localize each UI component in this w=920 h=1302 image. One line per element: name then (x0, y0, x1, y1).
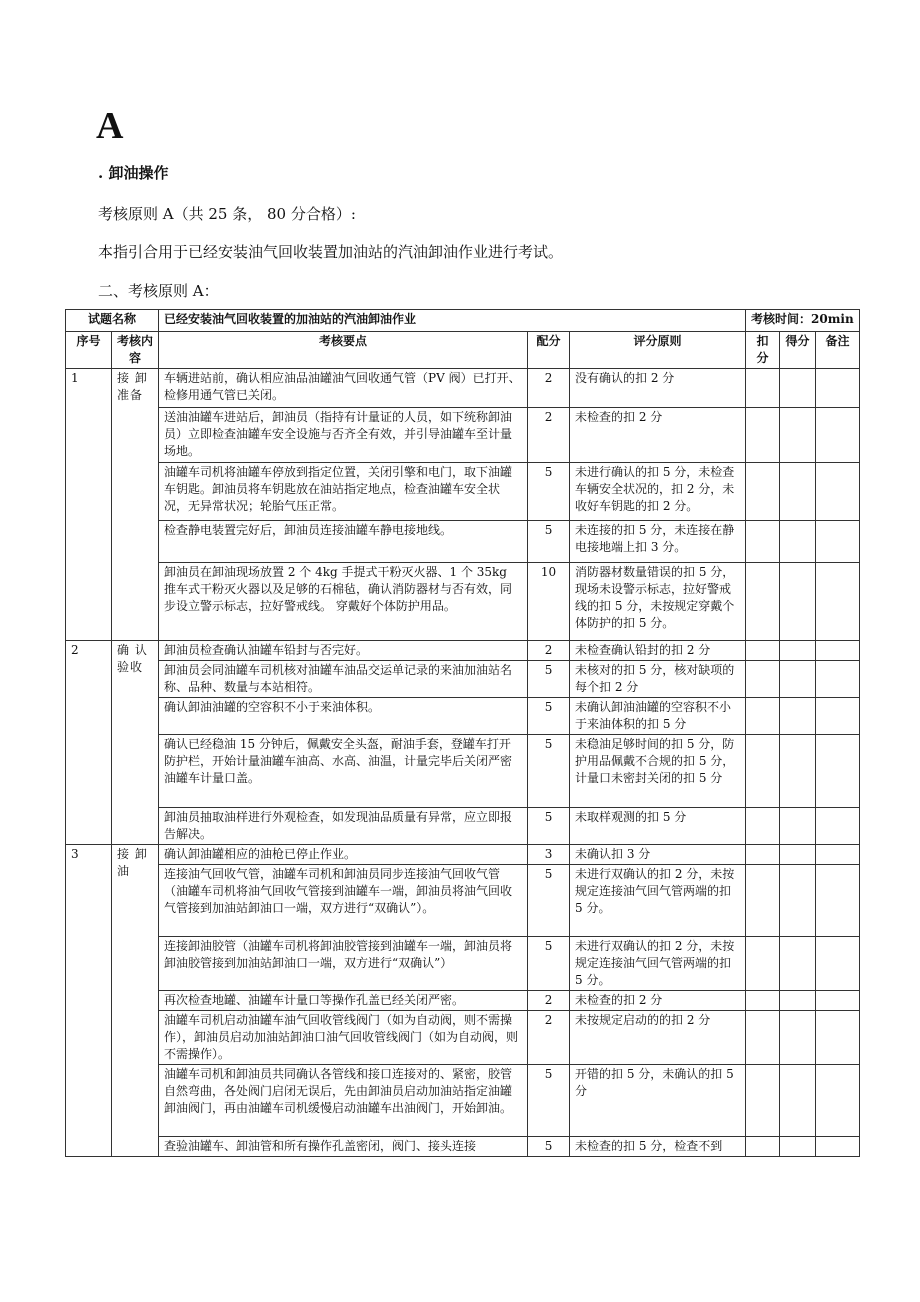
deduct-cell[interactable] (746, 1011, 780, 1065)
time-label: 考核时间：20min (746, 310, 860, 332)
got-cell[interactable] (780, 641, 816, 661)
remark-cell[interactable] (816, 641, 860, 661)
remark-cell[interactable] (816, 661, 860, 698)
got-cell[interactable] (780, 865, 816, 937)
criteria-cell: 未按规定启动的的扣 2 分 (570, 1011, 746, 1065)
criteria-cell: 未检查的扣 5 分，检查不到 (570, 1137, 746, 1157)
remark-cell[interactable] (816, 521, 860, 563)
criteria-cell: 未稳油足够时间的扣 5 分，防护用品佩戴不合规的扣 5 分，计量口未密封关闭的扣 5 分 (570, 735, 746, 808)
header-no: 序号 (66, 332, 112, 369)
remark-cell[interactable] (816, 865, 860, 937)
assessment-point: 查验油罐车、卸油管和所有操作孔盖密闭，阀门、接头连接 (159, 1137, 528, 1157)
criteria-cell: 没有确认的扣 2 分 (570, 369, 746, 408)
row-number: 1 (66, 369, 112, 641)
assessment-point: 送油油罐车进站后，卸油员（指持有计量证的人员，如下统称卸油员）立即检查油罐车安全设施与否齐全有效，并引导油罐车至计量场地。 (159, 408, 528, 463)
row-number: 2 (66, 641, 112, 845)
remark-cell[interactable] (816, 845, 860, 865)
score-cell: 3 (528, 845, 570, 865)
got-cell[interactable] (780, 563, 816, 641)
remark-cell[interactable] (816, 1065, 860, 1137)
assessment-point: 油罐车司机启动油罐车油气回收管线阀门（如为自动阀，则不需操作），卸油员启动加油站卸油口油气回收管线阀门（如为自动阀，则不需操作）。 (159, 1011, 528, 1065)
got-cell[interactable] (780, 369, 816, 408)
criteria-cell: 未进行双确认的扣 2 分，未按规定连接油气回气管两端的扣 5 分。 (570, 937, 746, 991)
got-cell[interactable] (780, 463, 816, 521)
score-cell: 5 (528, 735, 570, 808)
criteria-cell: 未确认扣 3 分 (570, 845, 746, 865)
criteria-cell: 未检查的扣 2 分 (570, 408, 746, 463)
table-row (66, 369, 860, 408)
criteria-cell: 未连接的扣 5 分，未连接在静电接地端上扣 3 分。 (570, 521, 746, 563)
row-content: 确 认 验收 (112, 641, 159, 845)
criteria-cell: 开错的扣 5 分，未确认的扣 5 分 (570, 1065, 746, 1137)
row-number: 3 (66, 845, 112, 1157)
table-row (66, 661, 860, 698)
got-cell[interactable] (780, 1011, 816, 1065)
deduct-cell[interactable] (746, 845, 780, 865)
criteria-cell: 未取样观测的扣 5 分 (570, 808, 746, 845)
score-cell: 5 (528, 808, 570, 845)
table-row (66, 991, 860, 1011)
table-row (66, 1137, 860, 1157)
table-row (66, 521, 860, 563)
score-cell: 5 (528, 1065, 570, 1137)
scope-text: 本指引合用于已经安装油气回收装置加油站的汽油卸油作业进行考试。 (98, 243, 564, 261)
deduct-cell[interactable] (746, 865, 780, 937)
got-cell[interactable] (780, 1065, 816, 1137)
score-cell: 5 (528, 1137, 570, 1157)
score-cell: 5 (528, 661, 570, 698)
deduct-cell[interactable] (746, 991, 780, 1011)
assessment-point: 确认已经稳油 15 分钟后，佩戴安全头盔，耐油手套，登罐车打开防护栏，开始计量油罐车油高、水高、油温，计量完毕后关闭严密油罐车计量口盖。 (159, 735, 528, 808)
big-letter-heading: A (96, 105, 124, 147)
score-cell: 2 (528, 369, 570, 408)
assessment-point: 确认卸油油罐的空容积不小于来油体积。 (159, 698, 528, 735)
table-row (66, 641, 860, 661)
assessment-point: 卸油员会同油罐车司机核对油罐车油品交运单记录的来油加油站名称、品种、数量与本站相符。 (159, 661, 528, 698)
header-points: 考核要点 (159, 332, 528, 369)
header-content: 考核内容 (112, 332, 159, 369)
criteria-cell: 未进行双确认的扣 2 分，未按规定连接油气回气管两端的扣 5 分。 (570, 865, 746, 937)
score-cell: 5 (528, 698, 570, 735)
deduct-cell[interactable] (746, 408, 780, 463)
score-cell: 2 (528, 991, 570, 1011)
assessment-point: 确认卸油罐相应的油枪已停止作业。 (159, 845, 528, 865)
score-cell: 2 (528, 641, 570, 661)
header-remark: 备注 (816, 332, 860, 369)
got-cell[interactable] (780, 408, 816, 463)
remark-cell[interactable] (816, 369, 860, 408)
assessment-point: 卸油员检查确认油罐车铅封与否完好。 (159, 641, 528, 661)
assessment-point: 连接卸油胶管（油罐车司机将卸油胶管接到油罐车一端，卸油员将卸油胶管接到加油站卸油口一端，双方进行“双确认”） (159, 937, 528, 991)
criteria-cell: 未确认卸油油罐的空容积不小于来油体积的扣 5 分 (570, 698, 746, 735)
got-cell[interactable] (780, 808, 816, 845)
row-content: 接 卸 准备 (112, 369, 159, 641)
score-cell: 10 (528, 563, 570, 641)
table-row (66, 845, 860, 865)
header-deduct: 扣分 (746, 332, 780, 369)
got-cell[interactable] (780, 991, 816, 1011)
got-cell[interactable] (780, 735, 816, 808)
remark-cell[interactable] (816, 563, 860, 641)
title-value: 已经安装油气回收装置的加油站的汽油卸油作业 (159, 310, 746, 332)
deduct-cell[interactable] (746, 641, 780, 661)
table-row (66, 463, 860, 521)
section-2-title: 二、考核原则 A： (98, 282, 219, 300)
got-cell[interactable] (780, 937, 816, 991)
assessment-point: 再次检查地罐、油罐车计量口等操作孔盖已经关闭严密。 (159, 991, 528, 1011)
score-cell: 5 (528, 463, 570, 521)
got-cell[interactable] (780, 845, 816, 865)
remark-cell[interactable] (816, 735, 860, 808)
table-row (66, 408, 860, 463)
remark-cell[interactable] (816, 463, 860, 521)
deduct-cell[interactable] (746, 563, 780, 641)
score-cell: 2 (528, 1011, 570, 1065)
rule-summary: 考核原则 A（共 25 条， 80 分合格）: (98, 205, 356, 223)
title-label: 试题名称 (66, 310, 159, 332)
deduct-cell[interactable] (746, 1065, 780, 1137)
remark-cell[interactable] (816, 408, 860, 463)
remark-cell[interactable] (816, 808, 860, 845)
assessment-point: 连接油气回收气管，油罐车司机和卸油员同步连接油气回收气管（油罐车司机将油气回收气管接到油罐车一端，卸油员将油气回收气管接到加油站卸油口一端，双方进行“双确认”）。 (159, 865, 528, 937)
assessment-point: 油罐车司机将油罐车停放到指定位置，关闭引擎和电门，取下油罐车钥匙。卸油员将车钥匙放在油站指定地点，检查油罐车安全状况，无异常状况；轮胎气压正常。 (159, 463, 528, 521)
header-got: 得分 (780, 332, 816, 369)
title-row (66, 310, 860, 332)
deduct-cell[interactable] (746, 661, 780, 698)
assessment-point: 车辆进站前，确认相应油品油罐油气回收通气管（PV 阀）已打开、检修用通气管已关闭。 (159, 369, 528, 408)
deduct-cell[interactable] (746, 521, 780, 563)
deduct-cell[interactable] (746, 735, 780, 808)
header-score: 配分 (528, 332, 570, 369)
section-title: . 卸油操作 (98, 164, 169, 182)
got-cell[interactable] (780, 661, 816, 698)
criteria-cell: 消防器材数量错误的扣 5 分，现场未设警示标志，拉好警戒线的扣 5 分，未按规定穿戴个体防护的扣 5 分。 (570, 563, 746, 641)
assessment-point: 卸油员抽取油样进行外观检查，如发现油品质量有异常，应立即报告解决。 (159, 808, 528, 845)
score-cell: 5 (528, 865, 570, 937)
table-row (66, 865, 860, 937)
table-row (66, 808, 860, 845)
remark-cell[interactable] (816, 1137, 860, 1157)
score-cell: 2 (528, 408, 570, 463)
remark-cell[interactable] (816, 991, 860, 1011)
assessment-point: 油罐车司机和卸油员共同确认各管线和接口连接对的、紧密，胶管自然弯曲，各处阀门启闭无误后，先由卸油员启动加油站指定油罐卸油阀门，再由油罐车司机缓慢启动油罐车出油阀门，开始卸油。 (159, 1065, 528, 1137)
criteria-cell: 未进行确认的扣 5 分，未检查车辆安全状况的，扣 2 分，未收好车钥匙的扣 2 分。 (570, 463, 746, 521)
assessment-point: 卸油员在卸油现场放置 2 个 4kg 手提式干粉灭火器、1 个 35kg 推车式干粉灭火器以及足够的石棉毡，确认消防器材与否有效，同步设立警示标志，拉好警戒线。 穿戴好个体防护用品。 (159, 563, 528, 641)
header-criteria: 评分原则 (570, 332, 746, 369)
table-row (66, 1011, 860, 1065)
deduct-cell[interactable] (746, 1137, 780, 1157)
got-cell[interactable] (780, 698, 816, 735)
table-row (66, 937, 860, 991)
remark-cell[interactable] (816, 1011, 860, 1065)
table-row (66, 1065, 860, 1137)
score-cell: 5 (528, 521, 570, 563)
criteria-cell: 未核对的扣 5 分，核对缺项的每个扣 2 分 (570, 661, 746, 698)
table-row (66, 735, 860, 808)
score-cell: 5 (528, 937, 570, 991)
assessment-table (65, 309, 860, 1157)
row-content: 接 卸 油 (112, 845, 159, 1157)
deduct-cell[interactable] (746, 698, 780, 735)
deduct-cell[interactable] (746, 369, 780, 408)
got-cell[interactable] (780, 521, 816, 563)
header-row (66, 332, 860, 369)
deduct-cell[interactable] (746, 808, 780, 845)
remark-cell[interactable] (816, 698, 860, 735)
table-row (66, 563, 860, 641)
criteria-cell: 未检查确认铅封的扣 2 分 (570, 641, 746, 661)
table-row (66, 698, 860, 735)
assessment-point: 检查静电装置完好后，卸油员连接油罐车静电接地线。 (159, 521, 528, 563)
deduct-cell[interactable] (746, 463, 780, 521)
deduct-cell[interactable] (746, 937, 780, 991)
criteria-cell: 未检查的扣 2 分 (570, 991, 746, 1011)
remark-cell[interactable] (816, 937, 860, 991)
got-cell[interactable] (780, 1137, 816, 1157)
